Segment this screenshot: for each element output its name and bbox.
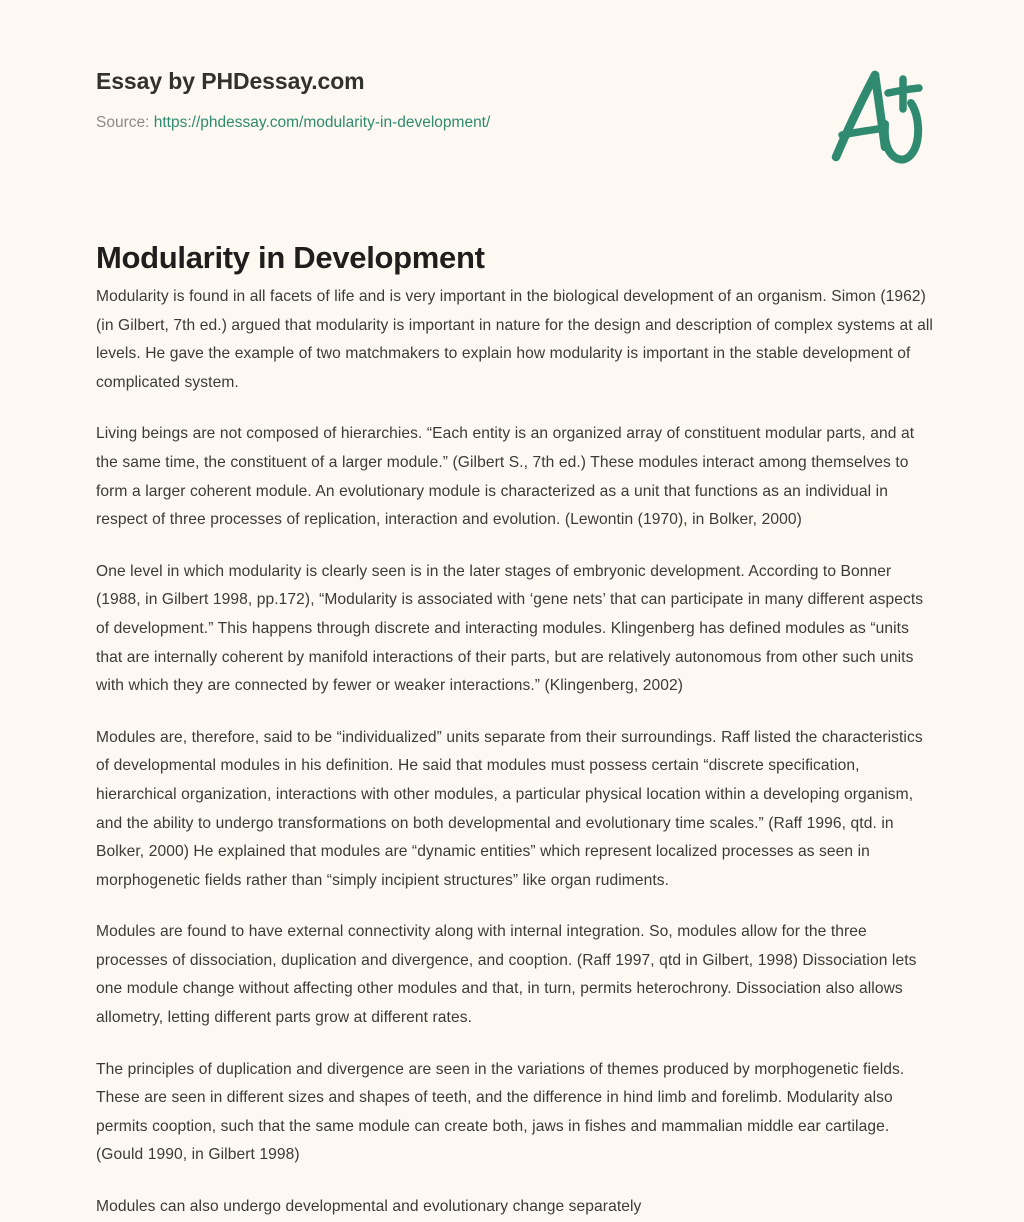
paragraph: Living beings are not composed of hierarchies. “Each entity is an organized array of constituent modular parts, and at the same time, the constituent of a larger module.” (Gilbert S., 7th ed.) These modules interact among themselves to form a larger coherent module. An evolutionary module is characterized as a unit that functions as an individual in respect of three processes of replication, interaction and evolution. (Lewontin (1970), in Bolker, 2000) xyxy=(96,425,915,529)
paragraph: Modules are found to have external connectivity along with internal integration. So, modules allow for the three processes of dissociation, duplication and divergence, and cooption. (Raff 1997, qtd in Gilbert, 1998) Dissociation lets one module change without affecting other modules and that, in turn, permits heterochrony. Dissociation also allows allometry, letting different parts grow at different rates. xyxy=(96,923,917,1027)
paragraph: Modules can also undergo developmental and evolutionary change separately xyxy=(96,1198,642,1216)
aplus-logo xyxy=(812,62,932,170)
source-line xyxy=(96,113,928,133)
page-header xyxy=(96,68,928,133)
paragraph: Modules are, therefore, said to be “individualized” units separate from their surroundings. Raff listed the characteristics of developmental modules in his definition. He said that modules must possess certain “discrete specification, hierarchical organization, interactions with other modules, a particular physical location within a developing organism, and the ability to undergo transformations on both developmental and evolutionary time scales.” (Raff 1996, qtd. in Bolker, 2000) He explained that modules are “dynamic entities” which represent localized processes as seen in morphogenetic fields rather than “simply incipient structures” like organ rudiments. xyxy=(96,728,923,889)
page-title: Modularity in Development xyxy=(96,239,485,275)
paragraph: The principles of duplication and divergence are seen in the variations of themes produced by morphogenetic fields. These are seen in different sizes and shapes of teeth, and the difference in hind limb and forelimb. Modularity also permits cooption, such that the same module can create both, jaws in fishes and mammalian middle ear cartilage. (Gould 1990, in Gilbert 1998) xyxy=(96,1060,905,1164)
essay-body xyxy=(96,283,934,1222)
paragraph: One level in which modularity is clearly seen is in the later stages of embryonic development. According to Bonner (1988, in Gilbert 1998, pp.172), “Modularity is associated with ‘gene nets’ that can participate in many different aspects of development.” This happens through discrete and interacting modules. Klingenberg has defined modules as “units that are internally coherent by manifold interactions of their parts, but are relatively autonomous from other such units with which they are connected by fewer or weaker interactions.” (Klingenberg, 2002) xyxy=(96,562,924,695)
source-url-link[interactable]: https://phdessay.com/modularity-in-development/ xyxy=(153,113,491,131)
paragraph: Modularity is found in all facets of life and is very important in the biological development of an organism. Simon (1962)(in Gilbert, 7th ed.) argued that modularity is important in nature for the design and description of complex systems at all levels. He gave the example of two matchmakers to explain how modularity is important in the stable development of complicated system. xyxy=(96,288,933,391)
source-label: Source: xyxy=(96,113,150,131)
brand-title: Essay by PHDessay.com xyxy=(96,68,365,94)
